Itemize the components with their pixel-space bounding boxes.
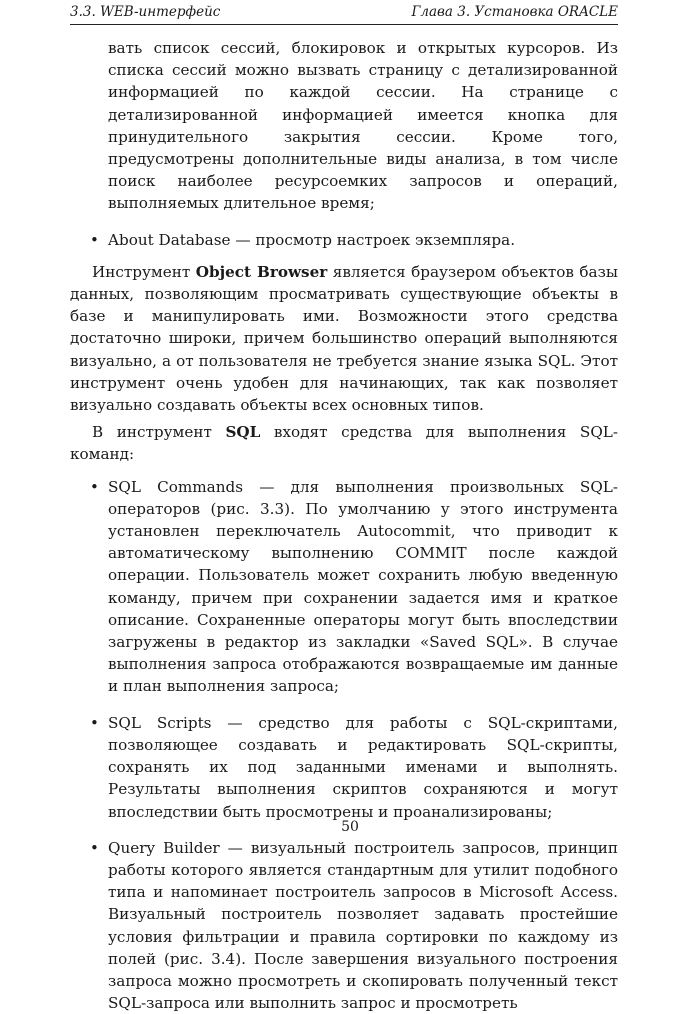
list-item-text: SQL Commands — для выполнения произвольных SQL-операторов (рис. 3.3). По умолчанию у этого инструмента установлен переключатель Autocommit, что приводит к автоматическому выполнению COMMIT после каждой операции. Пользователь может сохранить любую введенную команду, причем при сохранении задается имя и краткое описание. Сохраненные операторы могут быть впоследствии загружены в редактор из закладки «Saved SQL». В случае выполнения запроса отображаются возвращаемые им данные и план выполнения запроса; <box>108 477 618 696</box>
bullet-icon: • <box>90 477 99 496</box>
bullet-icon: • <box>90 838 99 857</box>
page-number: 50 <box>341 819 359 835</box>
list-item-sql-commands <box>70 476 618 698</box>
paragraph-object-browser <box>70 261 618 416</box>
list-item-text: About Database — просмотр настроек экземпляра. <box>108 230 516 249</box>
list-item-query-builder <box>70 837 618 1014</box>
page-body <box>70 37 618 1014</box>
list-item-text: Query Builder — визуальный построитель запросов, принцип работы которого является стандартным для утилит подобного типа и напоминает построитель запросов в Microsoft Access. Визуальный построитель позволяет задавать простейшие условия фильтрации и правила сортировки по каждому из полей (рис. 3.4). После завершения визуального построения запроса можно просмотреть и скопировать полученный текст SQL-запроса или выполнить запрос и просмотреть <box>108 838 618 1013</box>
term-sql: SQL <box>225 423 261 442</box>
paragraph-text: является браузером объектов базы данных, позволяющим просматривать существующие объекты в базе и манипулировать ими. Возможности этого средства достаточно широки, причем большинство операций выполняются визуально, а от пользователя не требуется знание языка SQL. Этот инструмент очень удобен для начинающих, так как позволяет визуально создавать объекты всех основных типов. <box>70 262 618 415</box>
header-section-title: 3.3. WEB-интерфейс <box>70 4 221 20</box>
running-header <box>70 2 618 25</box>
paragraph-intro: Инструмент <box>92 262 191 281</box>
continued-paragraph: вать список сессий, блокировок и открытых курсоров. Из списка сессий можно вызвать страницу с детализированной информацией по каждой сессии. На странице с детализированной информацией имеется кнопка для принудительного закрытия сессии. Кроме того, предусмотрены дополнительные виды анализа, в том числе поиск наиболее ресурсоемких запросов и операций, выполняемых длительное время; <box>108 39 618 213</box>
list-item-sql-scripts <box>70 712 618 823</box>
paragraph-text: входят средства для выполнения SQL-команд: <box>70 423 619 464</box>
list-item-about-database <box>70 229 618 251</box>
paragraph-intro: В инструмент <box>92 423 212 442</box>
term-object-browser: Object Browser <box>195 262 328 281</box>
bullet-icon: • <box>90 713 99 732</box>
list-item-text: SQL Scripts — средство для работы с SQL-скриптами, позволяющее создавать и редактировать SQL-скрипты, сохранять их под заданными именами и выполнять. Результаты выполнения скриптов сохраняются и могут впоследствии быть просмотрены и проанализированы; <box>108 713 618 821</box>
paragraph-sql <box>70 421 618 465</box>
bullet-icon: • <box>90 230 99 249</box>
header-chapter-title: Глава 3. Установка ORACLE <box>411 4 618 20</box>
